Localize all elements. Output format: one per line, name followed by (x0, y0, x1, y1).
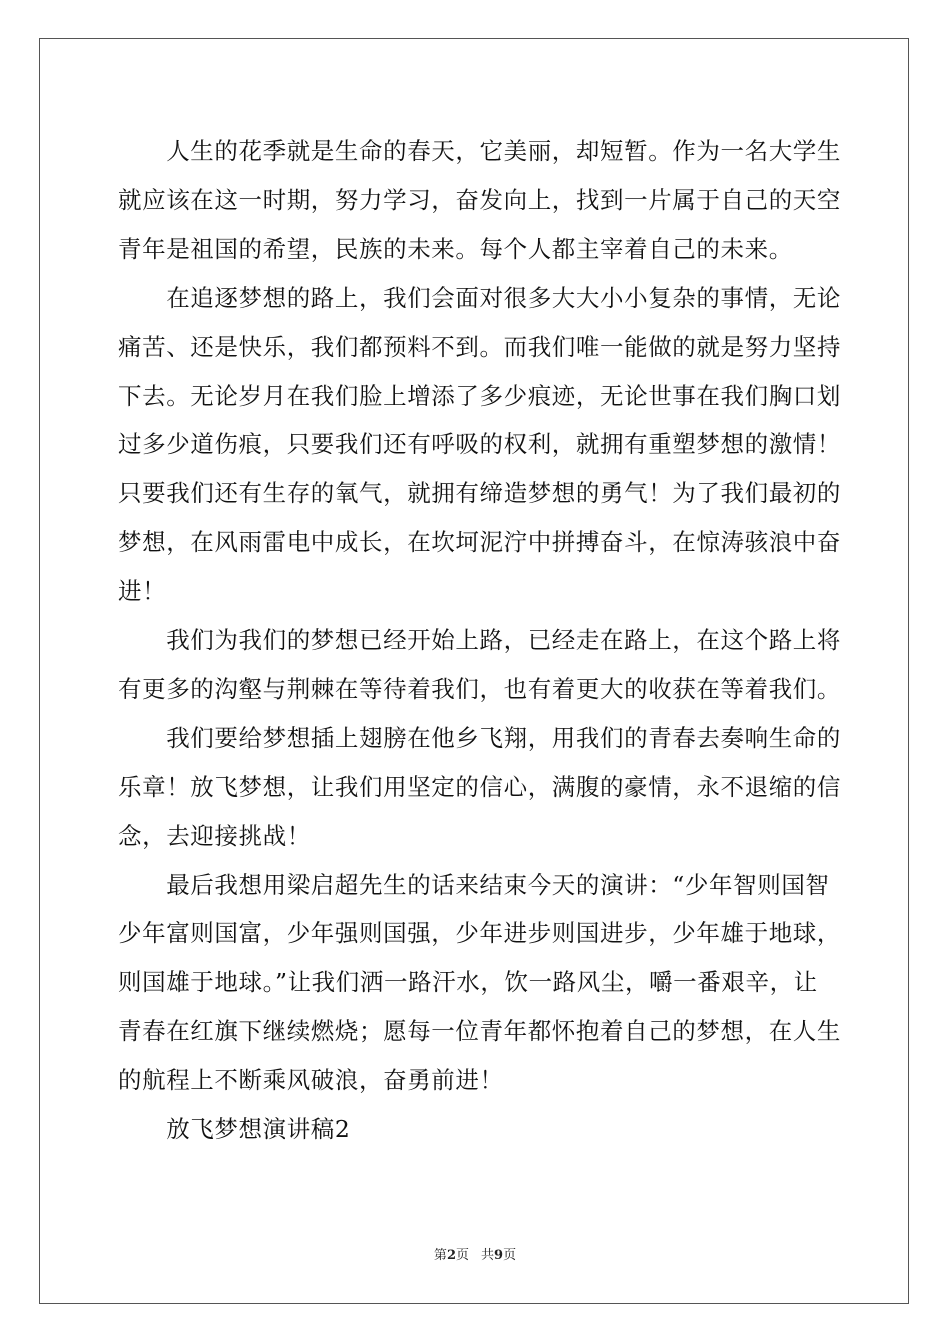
text-line: 痛苦、还是快乐，我们都预料不到。而我们唯一能做的就是努力坚持 (118, 332, 841, 361)
text-line: 最后我想用梁启超先生的话来结束今天的演讲：“少年智则国智 (118, 870, 830, 899)
text-line: 念，去迎接挑战！ (118, 821, 311, 850)
text-line: 青年是祖国的希望，民族的未来。每个人都主宰着自己的未来。 (118, 234, 793, 263)
text-line: 则国雄于地球。”让我们洒一路汗水，饮一路风尘，嚼一番艰辛，让 (118, 968, 818, 997)
text-line: 进！ (118, 577, 167, 606)
text-line: 下去。无论岁月在我们脸上增添了多少痕迹，无论世事在我们胸口划 (118, 381, 841, 410)
text-line: 我们为我们的梦想已经开始上路，已经走在路上，在这个路上将 (118, 626, 841, 654)
text-line: 少年富则国富，少年强则国强，少年进步则国进步，少年雄于地球， (118, 919, 841, 948)
text-line: 放飞梦想演讲稿2 (118, 1115, 351, 1143)
footer-page-prefix: 第 (433, 1248, 447, 1263)
text-line: 在追逐梦想的路上，我们会面对很多大大小小复杂的事情，无论 (118, 283, 841, 312)
footer-total-suffix: 页 (503, 1248, 517, 1263)
text-line: 青春在红旗下继续燃烧；愿每一位青年都怀抱着自己的梦想，在人生 (118, 1017, 841, 1046)
text-line: 有更多的沟壑与荆棘在等待着我们，也有着更大的收获在等着我们。 (118, 674, 841, 703)
text-line: 的航程上不断乘风破浪，奋勇前进！ (118, 1066, 504, 1095)
footer-total-pages: 9 (494, 1248, 504, 1263)
footer-page-suffix: 页 (455, 1248, 469, 1263)
text-line: 就应该在这一时期，努力学习，奋发向上，找到一片属于自己的天空 (118, 185, 841, 214)
text-line: 人生的花季就是生命的春天，它美丽，却短暂。作为一名大学生 (118, 137, 841, 165)
page-footer (0, 1248, 950, 1264)
text-line: 过多少道伤痕，只要我们还有呼吸的权利，就拥有重塑梦想的激情！ (118, 430, 841, 459)
footer-page-number: 2 (446, 1248, 456, 1263)
text-line: 只要我们还有生存的氧气，就拥有缔造梦想的勇气！为了我们最初的 (118, 479, 841, 508)
footer-total-prefix: 共 (481, 1248, 495, 1263)
text-line: 乐章！放飞梦想，让我们用坚定的信心，满腹的豪情，永不退缩的信 (118, 772, 841, 801)
text-line: 我们要给梦想插上翅膀在他乡飞翔，用我们的青春去奏响生命的 (118, 723, 841, 752)
text-line: 梦想，在风雨雷电中成长，在坎坷泥泞中拼搏奋斗，在惊涛骇浪中奋 (118, 528, 841, 557)
